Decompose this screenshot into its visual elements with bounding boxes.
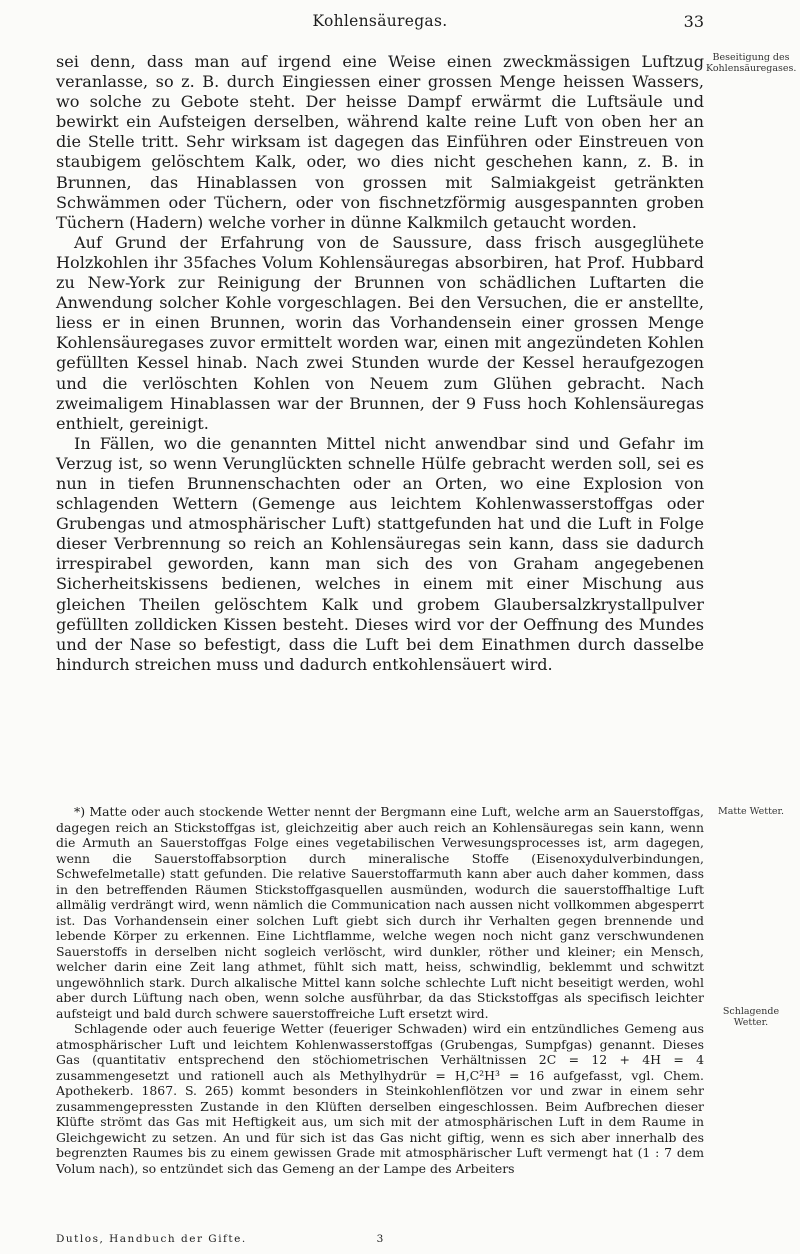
footnote-schlagende-wetter: Schlagende oder auch feuerige Wetter (feueriger Schwaden) wird ein entzündliches Gemeng aus atmosphärischer Luft und leichtem Kohlenwasserstoffgas (Grubengas, Sumpfgas) genannt. Dieses Gas (quantitativ entsprechend den stöchiometrischen Verhältnissen 2C = 12 + 4H = 4 zusammengesetzt und rationell auch als Methylhydrür = H,C²H³ = 16 aufgefasst, vgl. Chem. Apothekerb. 1867. S. 265) kommt besonders in Steinkohlenflötzen vor und zwar in einem sehr zusammengepressten Zustande in den Klüften derselben eingeschlossen. Beim Aufbrechen dieser Klüfte strömt das Gas mit Heftigkeit aus, um sich mit der atmosphärischen Luft in dem Raume in Gleichgewicht zu setzen. An und für sich ist das Gas nicht giftig, wenn es sich aber innerhalb des begrenzten Raumes bis zu einem gewissen Grade mit atmosphärischer Luft vermengt hat (1 : 7 dem Volum nach), so entzündet sich das Gemeng an der Lampe des Arbeiters bbox=[56, 1021, 704, 1176]
footnotes bbox=[56, 804, 704, 1176]
footnote-matte-wetter: *) Matte oder auch stockende Wetter nennt der Bergmann eine Luft, welche arm an Sauerstoffgas, dagegen reich an Stickstoffgas ist, gleichzeitig aber auch reich an Kohlensäuregas sein kann, wenn die Armuth an Sauerstoffgas Folge eines vegetabilischen Verwesungsprocesses ist, arm dagegen, wenn die Sauerstoffabsorption durch mineralische Stoffe (Eisenoxydulverbindungen, Schwefelmetalle) statt gefunden. Die relative Sauerstoffarmuth kann aber auch daher kommen, dass in den betreffenden Räumen Stickstoffgasquellen ausmünden, wodurch die sauerstoffhaltige Luft allmälig verdrängt wird, wenn nämlich die Communication nach aussen nicht vollkommen abgesperrt ist. Das Vorhandensein einer solchen Luft giebt sich durch ihr Verhalten gegen brennende und lebende Körper zu erkennen. Eine Lichtflamme, welche wegen noch nicht ganz verschwundenen Sauerstoffs in derselben nicht sogleich verlöscht, wird dunkler, röther und kleiner; ein Mensch, welcher darin eine Zeit lang athmet, fühlt sich matt, heiss, schwindlig, beklemmt und schwitzt ungewöhnlich stark. Durch alkalische Mittel kann solche schlechte Luft nicht beseitigt werden, wohl aber durch Lüftung nach oben, wenn solche ausführbar, da das Stickstoffgas als specifisch leichter aufsteigt und bald durch schwere sauerstoffreiche Luft ersetzt wird. bbox=[56, 804, 704, 1021]
main-text bbox=[56, 52, 704, 675]
main-paragraph-1: sei denn, dass man auf irgend eine Weise einen zweckmässigen Luftzug veranlasse, so z. B. durch Eingiessen einer grossen Menge heissen Wassers, wo solche zu Gebote steht. Der heisse Dampf erwärmt die Luftsäule und bewirkt ein Aufsteigen derselben, während kalte reine Luft von oben her an die Stelle tritt. Sehr wirksam ist dagegen das Einführen oder Einstreuen von staubigem gelöschtem Kalk, oder, wo dies nicht geschehen kann, z. B. in Brunnen, das Hinablassen von grossen mit Salmiakgeist getränkten Schwämmen oder Tüchern, oder von fischnetzförmig ausgespannten groben Tüchern (Hadern) welche vorher in dünne Kalkmilch getaucht worden. bbox=[56, 52, 704, 232]
running-header bbox=[56, 12, 704, 34]
running-title: Kohlensäuregas. bbox=[312, 12, 448, 30]
page-number: 33 bbox=[683, 12, 704, 31]
signature-title: Dutlos, Handbuch der Gifte. bbox=[56, 1233, 247, 1245]
margin-note-schlagende-wetter: Schlagende Wetter. bbox=[722, 1006, 780, 1028]
main-paragraph-2: Auf Grund der Erfahrung von de Saussure, dass frisch ausgeglühete Holzkohlen ihr 35faches Volum Kohlensäuregas absorbiren, hat Prof. Hubbard zu New-York zur Reinigung der Brunnen von schädlichen Luftarten die Anwendung solcher Kohle vorgeschlagen. Bei den Versuchen, die er anstellte, liess er in einen Brunnen, worin das Vorhandensein einer grossen Menge Kohlensäuregases zuvor ermittelt worden war, einen mit angezündeten Kohlen gefüllten Kessel hinab. Nach zwei Stunden wurde der Kessel heraufgezogen und die verlöschten Kohlen von Neuem zum Glühen gebracht. Nach zweimaligem Hinablassen war der Brunnen, der 9 Fuss hoch Kohlensäuregas enthielt, gereinigt. bbox=[56, 232, 704, 433]
signature-mark: 3 bbox=[376, 1233, 384, 1245]
main-paragraph-3: In Fällen, wo die genannten Mittel nicht anwendbar sind und Gefahr im Verzug ist, so wenn Verunglückten schnelle Hülfe gebracht werden soll, sei es nun in tiefen Brunnenschachten oder an Orten, wo eine Explosion von schlagenden Wettern (Gemenge aus leichtem Kohlenwasserstoffgas oder Grubengas und atmosphärischer Luft) stattgefunden hat und die Luft in Folge dieser Verbrennung so reich an Kohlensäuregas sein kann, dass sie dadurch irrespirabel geworden, kann man sich des von Graham angegebenen Sicherheitskissens bedienen, welches in einem mit einer Mischung aus gleichen Theilen gelöschtem Kalk und grobem Glaubersalzkrystallpulver gefüllten zolldicken Kissen besteht. Dieses wird vor der Oeffnung des Mundes und der Nase so befestigt, dass die Luft bei dem Einathmen durch dasselbe hindurch streichen muss und dadurch entkohlensäuert wird. bbox=[56, 433, 704, 674]
margin-note-matte-wetter: Matte Wetter. bbox=[717, 806, 785, 817]
margin-note-beseitigung: Beseitigung des Kohlensäuregases. bbox=[706, 52, 797, 74]
